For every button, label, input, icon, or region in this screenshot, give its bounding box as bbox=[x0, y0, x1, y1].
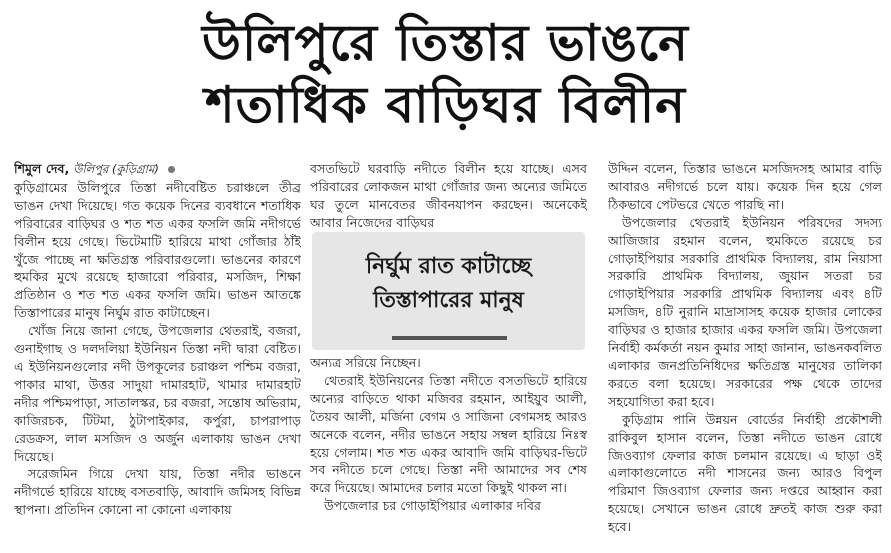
article-column-2-bottom bbox=[310, 354, 587, 553]
headline-line-2: শতাধিক বাড়িঘর বিলীন bbox=[205, 76, 686, 134]
pull-quote-underline bbox=[392, 336, 507, 340]
column-3-paragraph-2: উপজেলার থেতরাই ইউনিয়ন পরিষদের সদস্য আজিজার রহমান বলেন, হুমকিতে রয়েছে চর গোড়াইপিয়ার সরকারি প্রাথমিক বিদ্যালয়, রাম নিয়াসা সরকারি প্রাথমিক বিদ্যালয়, জুয়ান সতরা চর গোড়াইপিয়ার সরকারি প্রাথমিক বিদ্যালয় এবং ৪টি মসজিদ, ৪টি নুরানি মাদ্রাসাসহ কয়েক হাজার লোকের বাড়িঘর ও হাজার হাজার একর ফসলি জমি। উপজেলা নির্বাহী কর্মকর্তা নয়ন কুমার সাহা জানান, ভাঙনকবলিত এলাকার জনপ্রতিনিধিদের ক্ষতিগ্রস্ত মানুষের তালিকা করতে বলা হয়েছে। সরকারের পক্ষ থেকে তাদের সহযোগিতা করা হবে। bbox=[608, 214, 882, 409]
column-2-paragraph-1: বসতভিটে ঘরবাড়ি নদীতে বিলীন হয়ে যাচ্ছে। এসব পরিবারের লোকজন মাথা গোঁজার জন্য অন্যের জমিতে ঘর তুলে মানবেতর জীবনযাপন করছেন। অনেকেই আবার নিজেদের বাড়িঘর bbox=[310, 161, 587, 230]
column-2-paragraph-2: অন্যত্র সরিয়ে নিচ্ছেন। bbox=[310, 355, 421, 370]
column-2-paragraph-3: থেতরাই ইউনিয়নের তিস্তা নদীতে বসতভিটে হারিয়ে অন্যের বাড়িতে থাকা মজিবর রহমান, আইয়ুব আলী, তৈয়ব আলী, মর্জিনা বেগম ও সাজিনা বেগমসহ আরও অনেকে বলেন, নদীর ভাঙনে সহায় সম্বল হারিয়ে নিঃস্ব হয়ে গেলাম। শত শত একর আবাদি জমি বাড়িঘর-ভিটে সব নদীতে চলে গেছে। তিস্তা নদী আমাদের সব শেষ করে দিয়েছে। আমাদের চলার মতো কিছুই থাকল না। bbox=[310, 372, 587, 496]
article-column-1 bbox=[14, 160, 301, 553]
pull-quote-text bbox=[312, 250, 585, 318]
byline-author: শিমুল দেব, bbox=[14, 161, 70, 176]
column-1-paragraph-1: কুড়িগ্রামের উলিপুরে তিস্তা নদীবেষ্টিত চরাঞ্চলে তীব্র ভাঙন দেখা দিয়েছে। গত কয়েক দিনের ব্যবধানে শতাধিক পরিবারের বাড়িঘর ও শত শত একর ফসলি জমি নদীগর্ভে বিলীন হয়ে গেছে। ভিটেমাটি হারিয়ে মাথা গোঁজার ঠাঁই খুঁজে পাচ্ছে না ক্ষতিগ্রস্ত পরিবারগুলো। ভাঙনের কারণে হুমকির মুখে রয়েছে হাজারো পরিবার, মসজিদ, শিক্ষা প্রতিষ্ঠান ও শত শত একর ফসলি জমি। ভাঙন আতঙ্কে তিস্তাপারের মানুষ নির্ঘুম রাত কাটাচ্ছেন। bbox=[14, 179, 301, 321]
column-3-paragraph-1: উদ্দিন বলেন, তিস্তার ভাঙনে মসজিদসহ আমার বাড়ি আবারও নদীগর্ভে চলে যায়। কয়েক দিন হয়ে গেল ঠিকভাবে পেটভরে খেতে পারছি না। bbox=[608, 161, 882, 212]
column-2-paragraph-4: উপজেলার চর গোড়াইপিয়ার এলাকার দবির bbox=[324, 498, 541, 514]
byline bbox=[14, 160, 301, 179]
headline bbox=[0, 12, 891, 136]
byline-location: উলিপুর (কুড়িগ্রাম) bbox=[73, 162, 159, 176]
pull-quote bbox=[312, 232, 585, 350]
column-1-paragraph-3: সরেজমিন গিয়ে দেখা যায়, তিস্তা নদীর ভাঙনে নদীগর্ভে হারিয়ে যাচ্ছে বসতবাড়ি, আবাদি জমিসহ বিভিন্ন স্থাপনা। প্রতিদিন কোনো না কোনো এলাকায় bbox=[14, 466, 301, 518]
column-1-paragraph-2: খোঁজ নিয়ে জানা গেছে, উপজেলার থেতরাই, বজরা, গুনাইগাছ ও দলদলিয়া ইউনিয়ন তিস্তা নদী দ্বারা বেষ্টিত। এ ইউনিয়নগুলোর নদী উপকূলের চরাঞ্চল পশ্চিম বজরা, পাকার মাথা, উত্তর সাদুয়া দামারহাট, খামার দামারহাট নদীর পশ্চিমপাড়া, সাতালস্কর, চর বজরা, সন্তোষ অভিরাম, কাজিরচক, টিটমা, ঠুটাপাইকার, কর্পুরা, চাপরাপাড় রেডক্রস, লাল মসজিদ ও অর্জুন এলাকায় ভাঙন দেখা দিয়েছে। bbox=[14, 323, 301, 464]
bullet-dot-icon bbox=[168, 166, 175, 173]
column-3-paragraph-3: কুড়িগ্রাম পানি উন্নয়ন বোর্ডের নির্বাহী প্রকৌশলী রাকিবুল হাসান বলেন, তিস্তা নদীতে ভাঙন রোধে জিওব্যাগ ফেলার কাজ চলমান রয়েছে। এ ছাড়া ওই এলাকাগুলোতে নদী শাসনের জন্য আরও বিপুল পরিমাণ জিওব্যাগ ফেলার জন্য দপ্তরে আহ্বান করা হয়েছে। সেখানে ভাঙন রোধে দ্রুতই কাজ শুরু করা হবে। bbox=[608, 411, 882, 535]
article-column-3 bbox=[608, 160, 882, 553]
pull-quote-line-2: তিস্তাপারের মানুষ bbox=[373, 288, 524, 313]
headline-line-1: উলিপুরে তিস্তার ভাঙনে bbox=[202, 14, 689, 72]
article-column-2-top bbox=[310, 160, 587, 232]
pull-quote-line-1: নির্ঘুম রাত কাটাচ্ছে bbox=[365, 254, 532, 279]
